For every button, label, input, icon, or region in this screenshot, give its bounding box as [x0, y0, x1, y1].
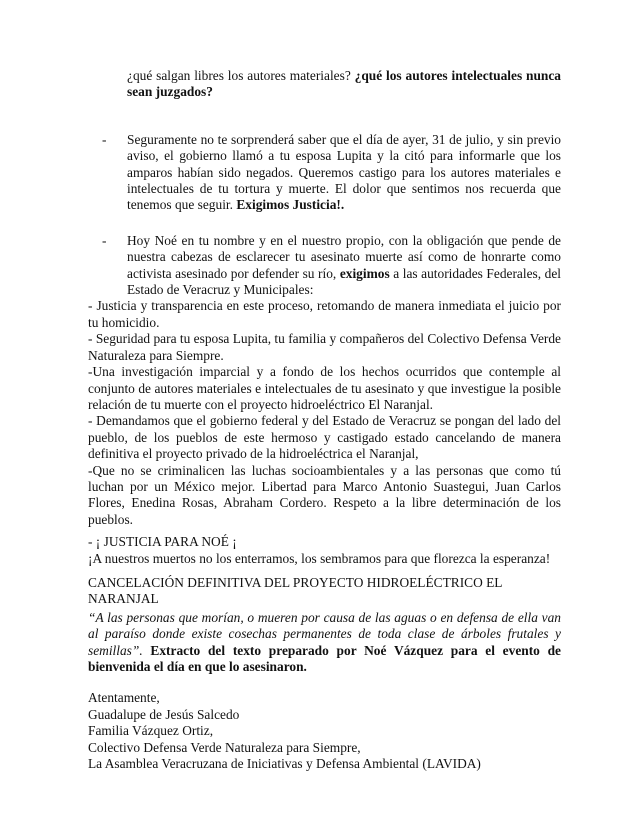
justice-slogan: - ¡ JUSTICIA PARA NOÉ ¡	[88, 534, 237, 550]
bullet2-bold-text: exigimos	[339, 265, 390, 281]
cancellation-heading: CANCELACIÓN DEFINITIVA DEL PROYECTO HIDROELÉCTRICO EL NARANJAL	[88, 574, 502, 607]
bullet-dash: -	[102, 131, 107, 147]
demand-item: - Demandamos que el gobierno federal y del Estado de Veracruz se pongan del lado del pueblo, de los pueblos de este hermoso y castigado estado cancelando de manera definitiva el proyecto privado de la hidroeléctrica el Naranjal,	[88, 413, 561, 462]
hope-slogan: ¡A nuestros muertos no los enterramos, los sembramos para que florezca la esperanza!	[88, 550, 551, 566]
signature-block	[88, 690, 561, 772]
bullet2-pre-text: Hoy Noé en tu nombre y en el nuestro propio, con la obligación que pende de nuestra cabezas de esclarecer tu asesinato muerte así como de honrarte como activista asesinado por defender su río,	[127, 232, 561, 281]
bullet1-regular-text: Seguramente no te sorprenderá saber que el día de ayer, 31 de julio, y sin previo aviso, el gobierno llamó a tu esposa Lupita y la citó para informarle que los amparos habían sido negados. Queremos castigo para los autores materiales e intelectuales de tu tortura y muerte. El dolor que sentimos nos recuerda que tenemos que seguir.	[127, 131, 561, 213]
demand-item: -Que no se criminalicen las luchas socioambientales y a las personas que como tú luchan por un México mejor. Libertad para Marco Antonio Suastegui, Juan Carlos Flores, Enedina Rosas, Abraham Cordero. Respeto a la libre determinación de los pueblos.	[88, 462, 561, 527]
demand-item: - Seguridad para tu esposa Lupita, tu familia y compañeros del Colectivo Defensa Verde Naturaleza para Siempre.	[88, 331, 561, 363]
signature-line: Guadalupe de Jesús Salcedo	[88, 706, 240, 722]
intro-paragraph	[127, 68, 561, 101]
document-content	[88, 68, 561, 772]
bullet-paragraph-exigimos	[88, 233, 561, 299]
intro-regular-text: ¿qué salgan libres los autores materiales?	[127, 68, 355, 83]
signature-line: Familia Vázquez Ortiz,	[88, 723, 214, 739]
signature-line: Atentamente,	[88, 690, 160, 706]
quote-paragraph	[88, 610, 561, 676]
quote-italic-text: “A las personas que morían, o mueren por causa de las aguas o en defensa de ella van al paraíso donde existe cosechas permanentes de toda clase de árboles frutales y semillas”.	[88, 609, 561, 658]
demand-item: - Justicia y transparencia en este proceso, retomando de manera inmediata el juicio por tu homicidio.	[88, 298, 561, 330]
signature-line: La Asamblea Veracruzana de Iniciativas y Defensa Ambiental (LAVIDA)	[88, 756, 481, 772]
demands-list	[88, 298, 561, 528]
intro-bold-text: ¿qué los autores intelectuales nunca sean juzgados?	[127, 68, 561, 100]
demand-item: -Una investigación imparcial y a fondo de los hechos ocurridos que contemple al conjunto de autores materiales e intelectuales de tu asesinato y que investigue la posible relación de tu muerte con el proyecto hidroeléctrico El Naranjal.	[88, 364, 561, 412]
bullet-paragraph-amparos	[88, 132, 561, 214]
bullet-dash: -	[102, 232, 107, 248]
signature-line: Colectivo Defensa Verde Naturaleza para Siempre,	[88, 739, 361, 755]
bullet2-post-text: a las autoridades Federales, del Estado de Veracruz y Municipales:	[127, 265, 562, 298]
bullet1-bold-text: Exigimos Justicia!.	[236, 197, 345, 213]
quote-bold-text: Extracto del texto preparado por Noé Vázquez para el evento de bienvenida el día en que lo asesinaron.	[88, 642, 561, 674]
